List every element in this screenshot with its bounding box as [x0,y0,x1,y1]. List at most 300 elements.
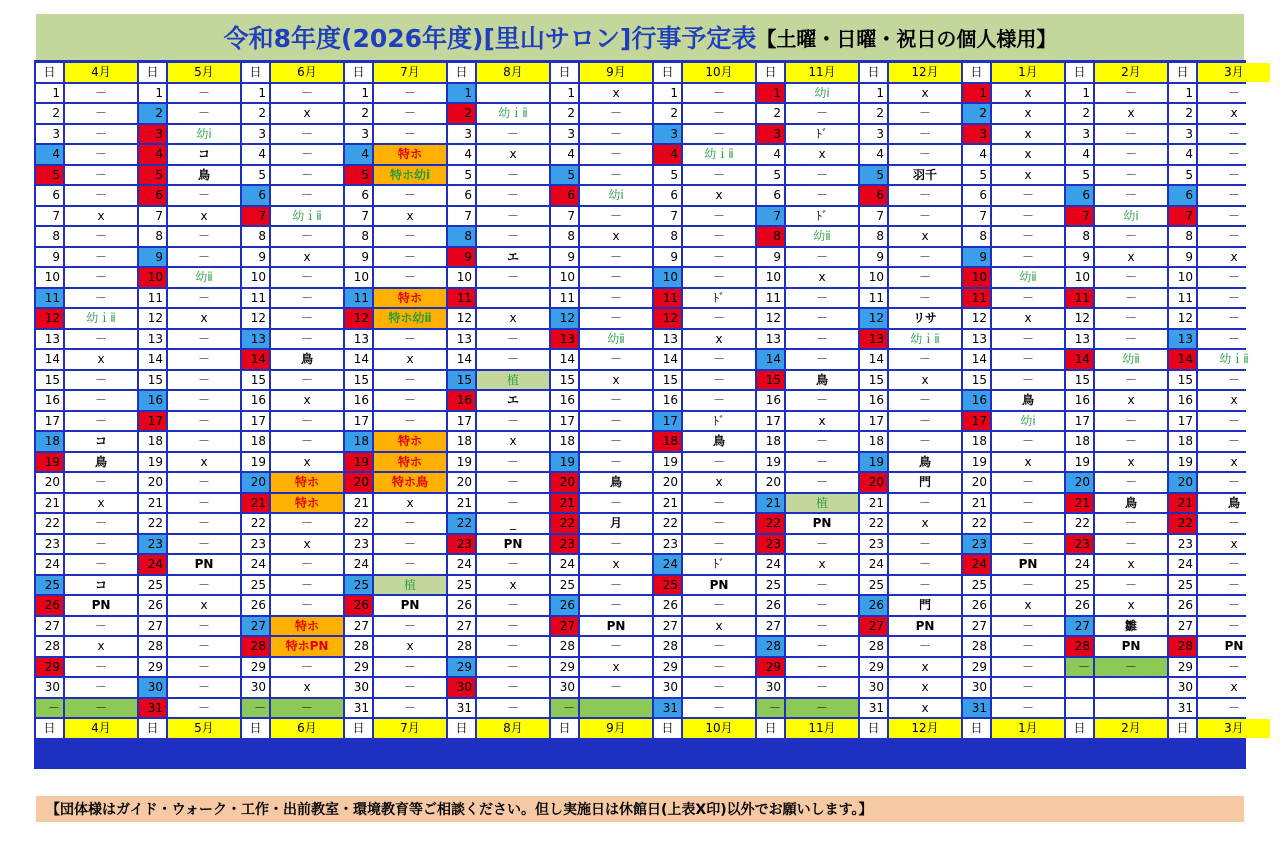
event-cell: 幼ｉⅱ [65,309,137,328]
event-cell: ﾄﾞ [683,412,755,431]
event-cell: － [374,248,446,267]
day-column-header: 日 [1066,719,1093,738]
day-number: 11 [1066,289,1093,308]
day-number: 23 [448,535,475,554]
day-number: 1 [242,84,269,103]
day-number: 15 [345,371,372,390]
day-number: 23 [345,535,372,554]
event-cell: － [65,248,137,267]
month-footer: 10月 [683,719,755,738]
event-cell: － [992,350,1064,369]
day-number: 29 [345,658,372,677]
event-cell: － [477,678,549,697]
day-number: 13 [963,330,990,349]
day-number: 21 [139,494,166,513]
day-number: 6 [757,186,784,205]
event-cell: － [1095,166,1167,185]
event-cell: － [786,289,858,308]
event-cell: － [889,350,961,369]
event-cell: － [65,268,137,287]
day-number: 5 [242,166,269,185]
event-cell: x [786,412,858,431]
event-cell: 幼ⅱ [786,227,858,246]
day-number: 20 [551,473,578,492]
event-cell: － [374,84,446,103]
event-cell: － [786,617,858,636]
event-cell: － [889,145,961,164]
day-number: 6 [654,186,681,205]
day-column-header: 日 [654,719,681,738]
day-column-header: 日 [757,719,784,738]
day-number: 17 [448,412,475,431]
day-column-header: 日 [139,63,166,82]
day-number: 26 [1169,596,1196,615]
event-cell: － [683,248,755,267]
day-number: 3 [36,125,63,144]
event-cell: － [65,289,137,308]
day-number: 1 [1169,84,1196,103]
event-cell: コ [65,576,137,595]
day-number: － [757,699,784,718]
day-number: 13 [551,330,578,349]
event-cell: － [65,391,137,410]
day-number: 11 [1169,289,1196,308]
event-cell: x [374,350,446,369]
day-number: 24 [654,555,681,574]
day-number: 14 [139,350,166,369]
event-cell: － [889,432,961,451]
day-number: 16 [36,391,63,410]
day-number: 1 [551,84,578,103]
day-number: 26 [345,596,372,615]
event-cell: － [992,576,1064,595]
day-number: 8 [345,227,372,246]
event-cell: － [1095,514,1167,533]
day-number: 19 [757,453,784,472]
event-cell: x [168,207,240,226]
event-cell: － [786,658,858,677]
day-number: 27 [1169,617,1196,636]
day-number: 12 [963,309,990,328]
day-number: 26 [242,596,269,615]
event-cell: x [1095,104,1167,123]
event-cell: x [1198,678,1270,697]
day-number: 27 [963,617,990,636]
event-cell: － [271,699,343,718]
day-number: 19 [448,453,475,472]
event-cell: － [683,658,755,677]
day-number: 9 [757,248,784,267]
event-cell: － [477,473,549,492]
day-number: 30 [757,678,784,697]
day-number: 27 [139,617,166,636]
day-number: 10 [448,268,475,287]
event-cell: － [477,494,549,513]
month-footer: 9月 [580,719,652,738]
day-number: 2 [860,104,887,123]
event-cell: 植 [374,576,446,595]
day-number: 8 [551,227,578,246]
event-cell: － [1095,658,1167,677]
day-number: 7 [654,207,681,226]
day-number: 4 [242,145,269,164]
event-cell [477,84,549,103]
day-number: 4 [345,145,372,164]
day-number: 30 [551,678,578,697]
day-number: 27 [36,617,63,636]
event-cell: x [889,658,961,677]
event-cell: － [168,494,240,513]
event-cell: x [683,186,755,205]
day-number: 22 [860,514,887,533]
event-cell: x [992,104,1064,123]
event-cell: － [65,535,137,554]
day-number: 6 [860,186,887,205]
event-cell: 幼ⅱ [168,268,240,287]
event-cell: 特ホ幼ⅱ [374,309,446,328]
day-number: 6 [963,186,990,205]
event-cell: 幼ｉⅱ [683,145,755,164]
event-cell: － [683,535,755,554]
event-cell: 特ホPN [271,637,343,656]
day-number: 1 [963,84,990,103]
day-number: 23 [1169,535,1196,554]
event-cell: － [683,371,755,390]
day-number: 31 [963,699,990,718]
day-number: 21 [963,494,990,513]
day-number: 18 [551,432,578,451]
day-number: 20 [757,473,784,492]
day-number: 27 [242,617,269,636]
day-number: 24 [551,555,578,574]
title-bar [36,14,1244,60]
day-number: 15 [551,371,578,390]
day-number: 12 [551,309,578,328]
day-number: 8 [36,227,63,246]
event-cell: － [889,637,961,656]
day-number: 14 [654,350,681,369]
event-cell: x [992,125,1064,144]
day-number: 19 [36,453,63,472]
event-cell: － [477,330,549,349]
day-number: 20 [654,473,681,492]
day-number: 4 [1066,145,1093,164]
day-number: 24 [963,555,990,574]
day-number: 5 [345,166,372,185]
day-number: 24 [36,555,63,574]
day-number: 18 [139,432,166,451]
event-cell: ﾄﾞ [683,289,755,308]
day-number: 30 [1169,678,1196,697]
day-cell-empty [1066,699,1093,718]
event-cell: － [1198,330,1270,349]
event-cell: － [271,432,343,451]
event-cell: 幼ⅰ [786,84,858,103]
day-number: 9 [242,248,269,267]
event-cell: － [374,617,446,636]
event-cell: － [580,289,652,308]
event-cell: － [683,514,755,533]
event-cell: － [1198,145,1270,164]
event-cell: － [1095,227,1167,246]
event-cell: － [1198,412,1270,431]
day-number: 24 [1066,555,1093,574]
event-cell: － [374,391,446,410]
event-cell: － [786,678,858,697]
event-cell: － [580,309,652,328]
day-number: 14 [860,350,887,369]
event-cell: － [271,125,343,144]
day-number: 10 [242,268,269,287]
day-number: 21 [551,494,578,513]
event-cell: x [1198,535,1270,554]
day-number: 26 [963,596,990,615]
event-cell: － [65,678,137,697]
day-number: 30 [345,678,372,697]
day-number: 18 [448,432,475,451]
day-number: 1 [1066,84,1093,103]
event-cell: x [580,227,652,246]
event-cell: x [271,391,343,410]
event-cell: PN [374,596,446,615]
day-column-header: 日 [36,719,63,738]
event-cell: 鳥 [889,453,961,472]
day-number: 30 [242,678,269,697]
day-number: 5 [860,166,887,185]
event-cell: － [580,576,652,595]
event-cell: 幼ⅰ [992,412,1064,431]
event-cell: x [65,207,137,226]
day-number: 5 [1066,166,1093,185]
event-cell: － [1095,412,1167,431]
event-cell: 幼ⅱ [1095,350,1167,369]
event-cell: PN [1198,637,1270,656]
day-number: 15 [860,371,887,390]
day-number: 26 [448,596,475,615]
day-number: 30 [654,678,681,697]
day-number: 1 [345,84,372,103]
event-cell: x [889,371,961,390]
event-cell: － [65,125,137,144]
event-cell: 鳥 [580,473,652,492]
day-number: 28 [139,637,166,656]
event-cell: － [65,104,137,123]
event-cell: － [786,186,858,205]
day-number: 24 [139,555,166,574]
event-cell: x [992,166,1064,185]
event-cell: 幼ⅰ [168,125,240,144]
day-number: 17 [1066,412,1093,431]
event-cell: x [271,248,343,267]
event-cell: － [168,391,240,410]
event-cell: － [992,678,1064,697]
event-cell: － [374,555,446,574]
month-footer: 11月 [786,719,858,738]
day-number: 25 [345,576,372,595]
event-cell: － [477,555,549,574]
day-column-header: 日 [1169,719,1196,738]
event-cell: x [683,617,755,636]
event-cell: x [889,514,961,533]
day-number: 12 [860,309,887,328]
event-cell: － [683,125,755,144]
day-number: 20 [1066,473,1093,492]
day-number: 24 [345,555,372,574]
day-number: 9 [963,248,990,267]
day-number: 12 [757,309,784,328]
day-number: 13 [448,330,475,349]
event-cell: ﾄﾞ [786,125,858,144]
event-cell: － [786,453,858,472]
day-number: 22 [963,514,990,533]
event-cell: エ [477,248,549,267]
day-number: 21 [345,494,372,513]
day-number: 7 [345,207,372,226]
month-header: 12月 [889,63,961,82]
event-cell: x [271,535,343,554]
event-cell: － [1095,371,1167,390]
day-number: 12 [139,309,166,328]
day-number: 28 [551,637,578,656]
day-number: 19 [654,453,681,472]
day-number: 11 [654,289,681,308]
day-number: 28 [242,637,269,656]
day-number: 29 [757,658,784,677]
event-cell: 月 [580,514,652,533]
event-cell: － [580,207,652,226]
event-cell: － [168,473,240,492]
event-cell: － [477,207,549,226]
event-cell: － [786,391,858,410]
event-cell: 特ホ [271,617,343,636]
day-number: 28 [448,637,475,656]
event-cell: － [889,248,961,267]
day-number: 8 [1066,227,1093,246]
event-cell: － [477,166,549,185]
event-cell: － [786,432,858,451]
event-cell: － [1198,166,1270,185]
event-cell: － [271,576,343,595]
event-cell: － [889,576,961,595]
day-number: 7 [139,207,166,226]
day-number: 10 [551,268,578,287]
day-number: 9 [1169,248,1196,267]
event-cell: x [683,473,755,492]
event-cell: ﾄﾞ [786,207,858,226]
day-number: 4 [654,145,681,164]
event-cell: コ [168,145,240,164]
day-number: 22 [654,514,681,533]
event-cell: PN [786,514,858,533]
event-cell: x [168,309,240,328]
day-number: 5 [654,166,681,185]
day-number: 24 [242,555,269,574]
event-cell-empty [1095,699,1167,718]
day-number: 24 [757,555,784,574]
event-cell: － [374,678,446,697]
day-number: 17 [551,412,578,431]
day-number: 11 [139,289,166,308]
event-cell: － [1095,84,1167,103]
day-number: 18 [1066,432,1093,451]
event-cell: － [683,678,755,697]
day-number: － [1066,658,1093,677]
event-cell: 特ホ [374,432,446,451]
event-cell: x [1198,453,1270,472]
day-number: 5 [757,166,784,185]
day-number: 11 [963,289,990,308]
day-number: 4 [860,145,887,164]
day-number: 26 [757,596,784,615]
event-cell: 幼ｉⅱ [271,207,343,226]
day-column-header: 日 [448,719,475,738]
event-cell: － [271,166,343,185]
day-number: － [242,699,269,718]
event-cell: － [1095,535,1167,554]
day-number: 23 [757,535,784,554]
day-number: 1 [860,84,887,103]
day-number: 17 [36,412,63,431]
day-column-header: 日 [654,63,681,82]
event-cell: － [168,658,240,677]
event-cell: － [1198,596,1270,615]
event-cell: － [1198,309,1270,328]
event-cell: － [1198,227,1270,246]
day-number: 28 [1066,637,1093,656]
day-number: 13 [36,330,63,349]
event-cell: － [271,330,343,349]
day-number: 10 [757,268,784,287]
event-cell: － [580,166,652,185]
day-number: 29 [139,658,166,677]
event-cell: － [65,330,137,349]
event-cell: x [65,350,137,369]
event-cell: － [580,391,652,410]
day-number: 6 [345,186,372,205]
day-number: 22 [1169,514,1196,533]
day-number: 12 [1169,309,1196,328]
day-number: 16 [654,391,681,410]
day-number: 7 [757,207,784,226]
day-number: 16 [345,391,372,410]
event-cell: x [374,494,446,513]
day-number: 15 [654,371,681,390]
day-number: 6 [551,186,578,205]
event-cell: － [1198,125,1270,144]
event-cell: － [168,289,240,308]
event-cell: － [580,248,652,267]
event-cell: － [889,412,961,431]
day-number: 14 [36,350,63,369]
event-cell: － [477,412,549,431]
day-number: 28 [654,637,681,656]
event-cell: x [1095,555,1167,574]
day-number: 27 [1066,617,1093,636]
event-cell: － [271,514,343,533]
day-number: 14 [757,350,784,369]
day-number: 29 [36,658,63,677]
event-cell: － [477,658,549,677]
day-number: 10 [1169,268,1196,287]
event-cell: － [683,391,755,410]
day-column-header: 日 [860,719,887,738]
day-number: 25 [139,576,166,595]
day-number: 18 [242,432,269,451]
event-cell-empty [1095,678,1167,697]
day-number: 8 [757,227,784,246]
event-cell: x [580,84,652,103]
day-number: 20 [963,473,990,492]
